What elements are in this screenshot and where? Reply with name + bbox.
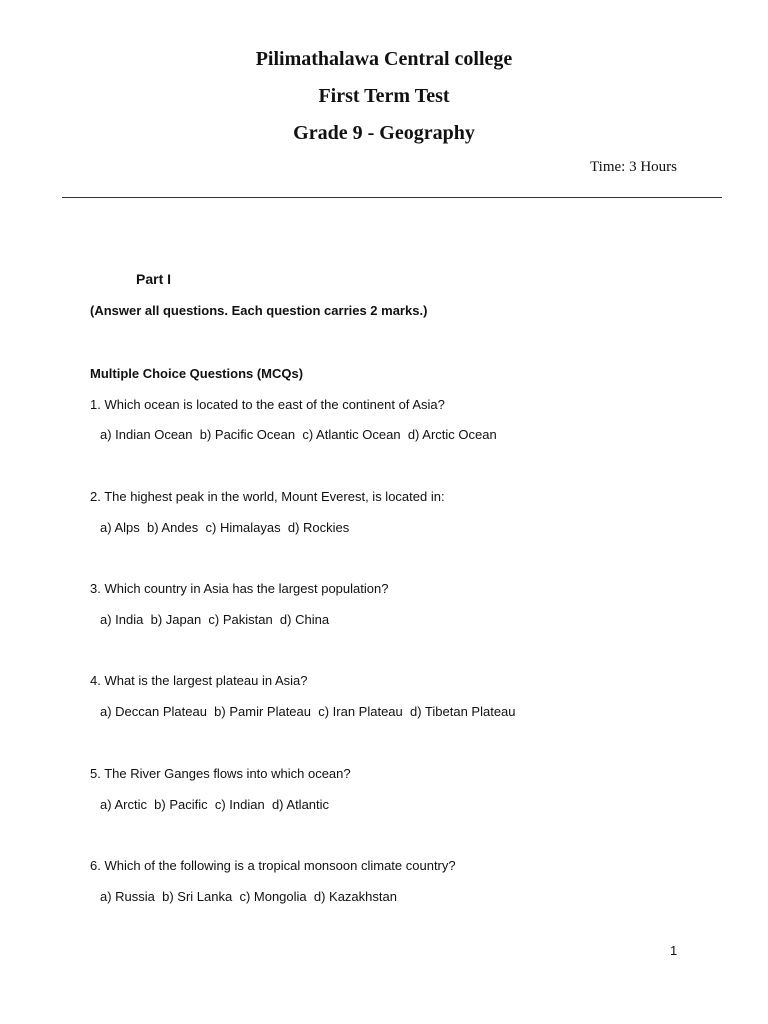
question-options: a) Alps b) Andes c) Himalayas d) Rockies <box>100 520 350 535</box>
test-title: First Term Test <box>318 85 450 107</box>
header-divider <box>62 197 722 198</box>
question-options: a) Russia b) Sri Lanka c) Mongolia d) Kazakhstan <box>100 889 397 904</box>
part-instructions: (Answer all questions. Each question carries 2 marks.) <box>90 303 428 318</box>
part-heading: Part I <box>136 271 172 287</box>
time-allowed: Time: 3 Hours <box>590 159 677 175</box>
question-text: 4. What is the largest plateau in Asia? <box>90 673 308 688</box>
question-text: 3. Which country in Asia has the largest population? <box>90 581 389 596</box>
question-options: a) Arctic b) Pacific c) Indian d) Atlantic <box>100 797 330 812</box>
question-text: 2. The highest peak in the world, Mount Everest, is located in: <box>90 489 445 504</box>
section-heading: Multiple Choice Questions (MCQs) <box>90 366 304 381</box>
question-options: a) Deccan Plateau b) Pamir Plateau c) Iran Plateau d) Tibetan Plateau <box>100 704 516 719</box>
question-text: 6. Which of the following is a tropical monsoon climate country? <box>90 858 456 873</box>
page-number: 1 <box>670 943 678 958</box>
grade-subject-title: Grade 9 - Geography <box>293 122 475 144</box>
question-text: 5. The River Ganges flows into which ocean? <box>90 766 351 781</box>
school-title: Pilimathalawa Central college <box>255 48 513 70</box>
question-options: a) Indian Ocean b) Pacific Ocean c) Atlantic Ocean d) Arctic Ocean <box>100 427 497 442</box>
question-text: 1. Which ocean is located to the east of the continent of Asia? <box>90 397 445 412</box>
question-options: a) India b) Japan c) Pakistan d) China <box>100 612 330 627</box>
